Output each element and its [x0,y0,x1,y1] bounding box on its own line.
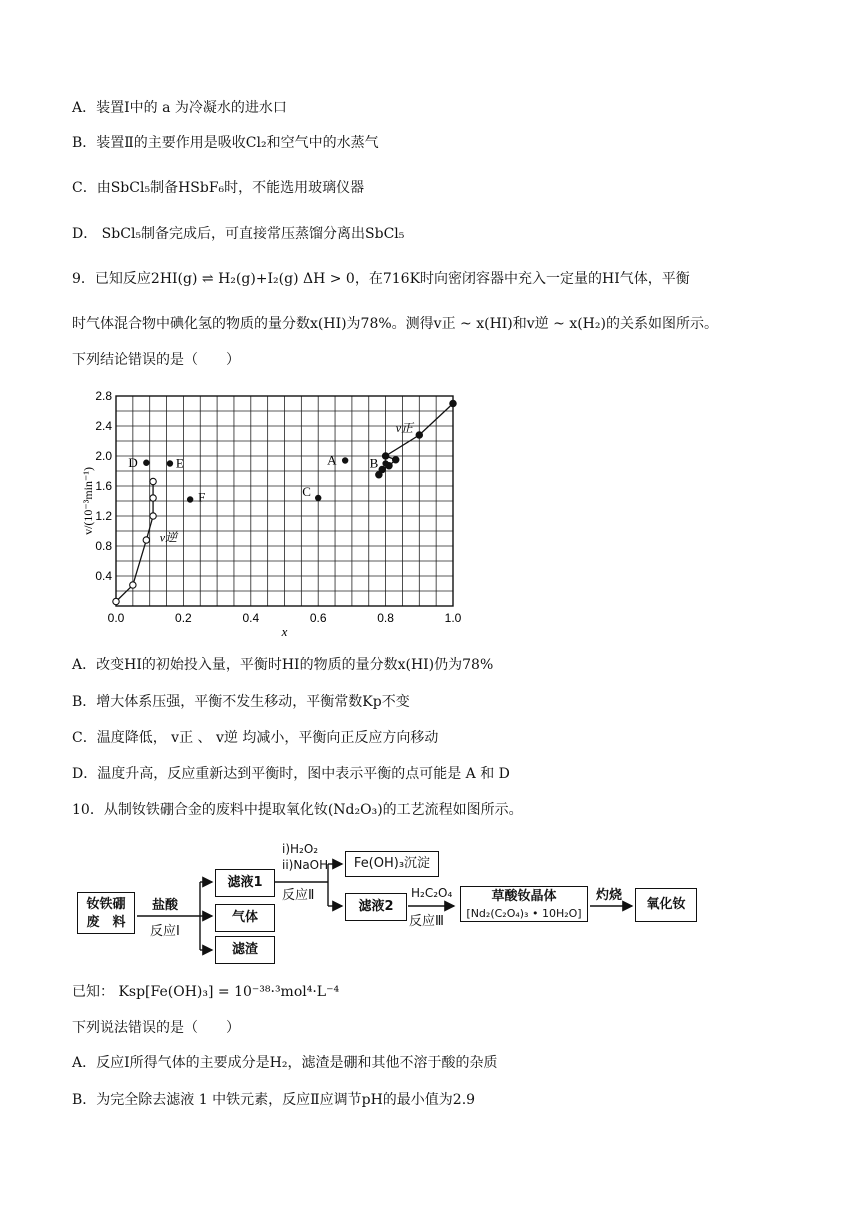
series-point-0 [379,466,385,472]
y-axis-label: v/(10⁻³min⁻¹) [81,467,95,535]
x-tick-label: 0.4 [242,611,260,625]
raw-material-line2: 废 料 [86,915,126,930]
q8-option-c: C．由SbCl₅制备HSbF₆时，不能选用玻璃仪器 [72,180,365,196]
q9-stem-line2: 时气体混合物中碘化氢的物质的量分数x(HI)为78%。测得v正 ~ x(HI)和v逆 ~ x(H₂)的关系如图所示。 [72,316,718,332]
q10-option-b: B．为完全除去滤液 1 中铁元素，反应Ⅱ应调节pH的最小值为2.9 [72,1092,476,1108]
q9-option-c: C．温度降低， v正 、 v逆 均减小，平衡向正反应方向移动 [72,730,439,746]
oxalate-crystal-box [460,886,588,922]
precipitate-box: Fe(OH)₃沉淀 [345,851,439,877]
q9-option-a: A．改变HI的初始投入量，平衡时HI的物质的量分数x(HI)仍为78% [72,657,494,673]
raw-material-box [77,892,135,934]
series-label-forward: v正 [395,421,414,435]
labeled-point-text: B [369,455,379,471]
series-point-1 [150,495,156,501]
q9-option-d: D．温度升高，反应重新达到平衡时，图中表示平衡的点可能是 A 和 D [72,766,510,782]
series-point-1 [150,513,156,519]
rate-chart [78,380,468,639]
calcination-label: 灼烧 [596,888,623,903]
labeled-point-text: D [128,454,138,470]
q10-known-ksp: 已知： Ksp[Fe(OH)₃] = 10⁻³⁸·³mol⁴·L⁻⁴ [72,984,340,1000]
y-tick-label: 2.4 [95,419,112,433]
y-tick-label: 2.8 [95,389,112,403]
q10-option-a: A．反应Ⅰ所得气体的主要成分是H₂，滤渣是硼和其他不溶于酸的杂质 [72,1055,498,1071]
reagent-oxalic-acid: H₂C₂O₄ [411,886,453,900]
labeled-point [382,460,388,466]
y-tick-label: 2.0 [95,449,112,463]
q9-question: 下列结论错误的是（ ） [72,352,240,368]
reagent-hcl: 盐酸 [152,898,179,913]
reaction-1-label: 反应Ⅰ [150,924,180,939]
reaction-3-label: 反应Ⅲ [409,914,444,929]
series-point-1 [130,582,136,588]
series-point-0 [450,400,456,406]
x-axis-label: x [281,624,288,639]
oxalate-name: 草酸钕晶体 [491,889,557,904]
gas-box: 气体 [215,904,275,932]
series-point-0 [382,453,388,459]
filtrate-1-box: 滤液1 [215,869,275,897]
x-tick-label: 0.0 [107,611,125,625]
x-tick-label: 0.2 [175,611,192,625]
y-tick-label: 0.8 [95,539,112,553]
labeled-point [167,460,173,466]
y-tick-label: 1.6 [95,479,112,493]
reagent-h2o2: i)H₂O₂ [282,842,319,856]
reaction-2-label: 反应Ⅱ [282,888,315,903]
x-tick-label: 0.6 [309,611,327,625]
y-tick-label: 1.2 [95,509,112,523]
series-label-reverse: v逆 [159,530,178,545]
series-point-0 [416,432,422,438]
q10-question: 下列说法错误的是（ ） [72,1020,240,1036]
q10-stem: 10．从制钕铁硼合金的废料中提取氧化钕(Nd₂O₃)的工艺流程如图所示。 [72,802,523,818]
labeled-point-text: A [327,452,337,468]
process-flow-diagram [72,836,712,966]
q8-option-b: B．装置Ⅱ的主要作用是吸收Cl₂和空气中的水蒸气 [72,135,379,151]
x-tick-label: 0.8 [377,611,394,625]
reagent-naoh: ii)NaOH [282,858,329,872]
q8-option-d: D． SbCl₅制备完成后，可直接常压蒸馏分离出SbCl₅ [72,226,405,242]
labeled-point [315,495,321,501]
labeled-point [143,460,149,466]
x-tick-label: 1.0 [444,611,462,625]
labeled-point-text: F [198,489,206,505]
labeled-point [187,496,193,502]
series-point-1 [150,478,156,484]
q8-option-a: A．装置Ⅰ中的 a 为冷凝水的进水口 [72,100,287,116]
series-point-1 [113,598,119,604]
labeled-point-text: E [175,455,184,471]
series-point-0 [393,457,399,463]
labeled-point-text: C [302,484,311,499]
q9-option-b: B．增大体系压强，平衡不发生移动，平衡常数Kp不变 [72,694,410,710]
residue-box: 滤渣 [215,936,275,964]
labeled-point [342,457,348,463]
filtrate-2-box: 滤液2 [345,893,407,921]
y-tick-label: 0.4 [95,569,112,583]
raw-material-line1: 钕铁硼 [86,897,126,912]
oxalate-formula: [Nd₂(C₂O₄)₃ • 10H₂O] [466,907,582,920]
series-point-1 [143,537,149,543]
product-box: 氧化钕 [635,888,697,922]
q9-stem-line1: 9．已知反应2HI(g) ⇌ H₂(g)+I₂(g) ΔH > 0，在716K时向密闭容器中充入一定量的HI气体，平衡 [72,271,690,287]
